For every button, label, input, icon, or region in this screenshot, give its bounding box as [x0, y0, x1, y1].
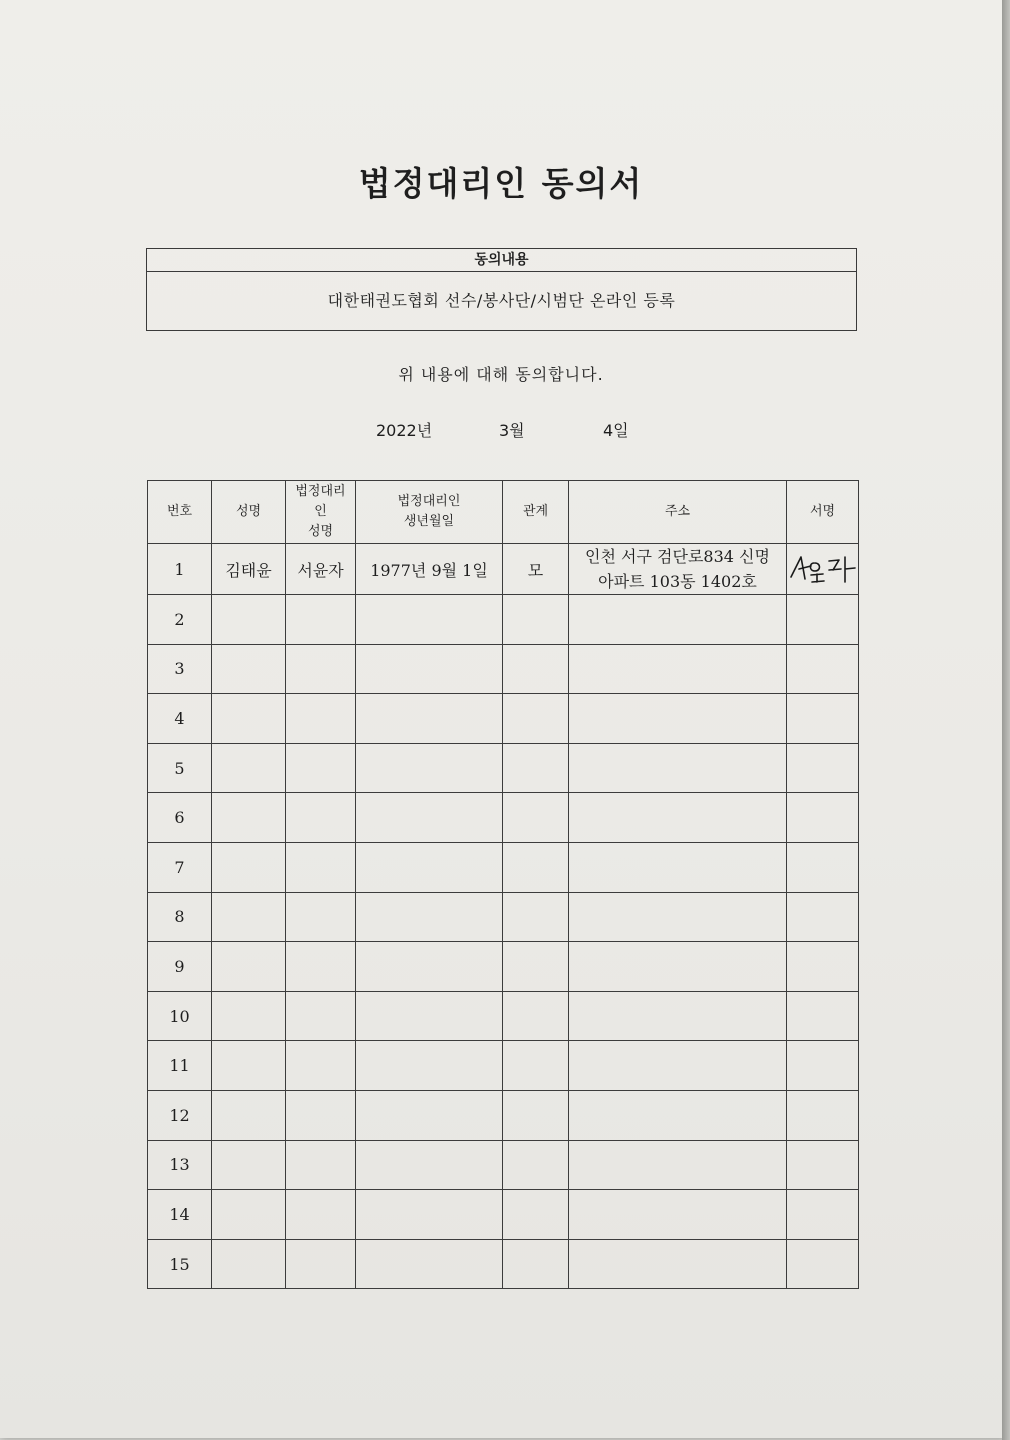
cell-relation: [503, 991, 569, 1041]
date-year: 2022년: [376, 421, 433, 440]
cell-relation: [503, 743, 569, 793]
table-row: [148, 842, 859, 892]
cell-signature: [787, 1090, 859, 1140]
cell-guardian: [286, 1041, 356, 1091]
header-signature: 서명: [787, 481, 859, 544]
cell-guardian: [286, 842, 356, 892]
table-row: [148, 991, 859, 1041]
cell-no: 3: [148, 644, 212, 694]
cell-relation: [503, 595, 569, 645]
cell-name: 김태윤: [212, 544, 286, 595]
cell-signature: [787, 1190, 859, 1240]
table-row: [148, 544, 859, 595]
cell-birth: [356, 842, 503, 892]
cell-address: [569, 694, 787, 744]
cell-name: [212, 942, 286, 992]
consent-header: 동의내용: [147, 249, 856, 272]
cell-address: [569, 1090, 787, 1140]
cell-signature: [787, 942, 859, 992]
agree-statement: 위 내용에 대해 동의합니다.: [398, 365, 604, 384]
cell-birth: 1977년 9월 1일: [356, 544, 503, 595]
cell-signature: [787, 595, 859, 645]
cell-relation: [503, 1140, 569, 1190]
cell-birth: [356, 793, 503, 843]
header-guardian-birth-l2: 생년월일: [403, 514, 455, 529]
cell-guardian: [286, 644, 356, 694]
date-month: 3월: [499, 421, 525, 440]
cell-signature: [787, 793, 859, 843]
cell-no: 10: [148, 991, 212, 1041]
cell-no: 6: [148, 793, 212, 843]
cell-relation: [503, 1239, 569, 1289]
cell-guardian: 서윤자: [286, 544, 356, 595]
header-guardian-name-l1: 법정대리: [295, 484, 346, 499]
cell-no: 13: [148, 1140, 212, 1190]
address-line-2: 아파트 103동 1402호: [598, 572, 757, 591]
cell-relation: [503, 1190, 569, 1240]
cell-address: [569, 1041, 787, 1091]
handwritten-signature: [787, 549, 861, 589]
cell-address: [569, 1190, 787, 1240]
header-no: 번호: [148, 481, 212, 544]
cell-signature: [787, 892, 859, 942]
cell-birth: [356, 1190, 503, 1240]
cell-no: 8: [148, 892, 212, 942]
header-address: 주소: [569, 481, 787, 544]
cell-signature: [787, 544, 859, 595]
cell-relation: [503, 1090, 569, 1140]
cell-signature: [787, 1239, 859, 1289]
cell-name: [212, 793, 286, 843]
table-row: [148, 1041, 859, 1091]
cell-address: [569, 595, 787, 645]
cell-birth: [356, 644, 503, 694]
consent-box: [146, 248, 857, 331]
cell-relation: [503, 942, 569, 992]
table-row: [148, 1140, 859, 1190]
cell-no: 15: [148, 1239, 212, 1289]
header-guardian-birth-l1: 법정대리인: [397, 494, 461, 509]
cell-name: [212, 743, 286, 793]
cell-birth: [356, 1239, 503, 1289]
cell-no: 14: [148, 1190, 212, 1240]
cell-name: [212, 644, 286, 694]
cell-relation: [503, 842, 569, 892]
table-header-row: [148, 481, 859, 544]
cell-address: [569, 544, 787, 595]
table-row: [148, 793, 859, 843]
cell-signature: [787, 842, 859, 892]
paper-edge: [1002, 0, 1010, 1440]
cell-name: [212, 1239, 286, 1289]
cell-birth: [356, 1140, 503, 1190]
date-day: 4일: [603, 421, 629, 440]
cell-name: [212, 1140, 286, 1190]
guardian-table: [147, 480, 859, 1289]
cell-birth: [356, 595, 503, 645]
cell-address: [569, 942, 787, 992]
table-row: [148, 1090, 859, 1140]
cell-address: [569, 1140, 787, 1190]
table-row: [148, 1190, 859, 1240]
cell-address: [569, 644, 787, 694]
cell-no: 5: [148, 743, 212, 793]
cell-guardian: [286, 942, 356, 992]
cell-relation: [503, 1041, 569, 1091]
cell-relation: [503, 694, 569, 744]
cell-guardian: [286, 743, 356, 793]
cell-signature: [787, 694, 859, 744]
cell-address: [569, 1239, 787, 1289]
cell-relation: [503, 793, 569, 843]
cell-birth: [356, 743, 503, 793]
cell-name: [212, 694, 286, 744]
table-row: [148, 942, 859, 992]
table-row: [148, 595, 859, 645]
header-name: 성명: [212, 481, 286, 544]
cell-signature: [787, 743, 859, 793]
cell-no: 7: [148, 842, 212, 892]
cell-birth: [356, 1090, 503, 1140]
cell-birth: [356, 892, 503, 942]
cell-name: [212, 595, 286, 645]
cell-guardian: [286, 1090, 356, 1140]
cell-no: 1: [148, 544, 212, 595]
cell-name: [212, 991, 286, 1041]
cell-guardian: [286, 1140, 356, 1190]
cell-guardian: [286, 1239, 356, 1289]
cell-relation: [503, 644, 569, 694]
cell-signature: [787, 1140, 859, 1190]
cell-address: [569, 743, 787, 793]
address-line-1: 인천 서구 검단로834 신명: [585, 547, 770, 566]
cell-birth: [356, 1041, 503, 1091]
table-row: [148, 644, 859, 694]
header-guardian-name-l2: 인: [314, 504, 327, 519]
cell-address: [569, 892, 787, 942]
cell-signature: [787, 1041, 859, 1091]
cell-signature: [787, 991, 859, 1041]
cell-birth: [356, 694, 503, 744]
cell-name: [212, 1190, 286, 1240]
document-title: 법정대리인 동의서: [358, 164, 644, 203]
table-row: [148, 1239, 859, 1289]
cell-signature: [787, 644, 859, 694]
header-guardian-name: [286, 481, 356, 544]
cell-no: 4: [148, 694, 212, 744]
cell-no: 2: [148, 595, 212, 645]
cell-relation: [503, 892, 569, 942]
header-guardian-birth: [356, 481, 503, 544]
cell-address: [569, 991, 787, 1041]
cell-guardian: [286, 991, 356, 1041]
cell-name: [212, 892, 286, 942]
cell-guardian: [286, 694, 356, 744]
cell-birth: [356, 991, 503, 1041]
cell-no: 12: [148, 1090, 212, 1140]
cell-address: [569, 842, 787, 892]
cell-name: [212, 1090, 286, 1140]
cell-relation: 모: [503, 544, 569, 595]
cell-birth: [356, 942, 503, 992]
table-row: [148, 694, 859, 744]
consent-body: 대한태권도협회 선수/봉사단/시범단 온라인 등록: [327, 291, 676, 310]
cell-guardian: [286, 1190, 356, 1240]
cell-guardian: [286, 793, 356, 843]
cell-guardian: [286, 892, 356, 942]
cell-no: 9: [148, 942, 212, 992]
header-relation: 관계: [503, 481, 569, 544]
table-row: [148, 743, 859, 793]
header-guardian-name-l3: 성명: [307, 524, 334, 539]
cell-name: [212, 842, 286, 892]
cell-name: [212, 1041, 286, 1091]
cell-no: 11: [148, 1041, 212, 1091]
table-row: [148, 892, 859, 942]
cell-guardian: [286, 595, 356, 645]
cell-address: [569, 793, 787, 843]
